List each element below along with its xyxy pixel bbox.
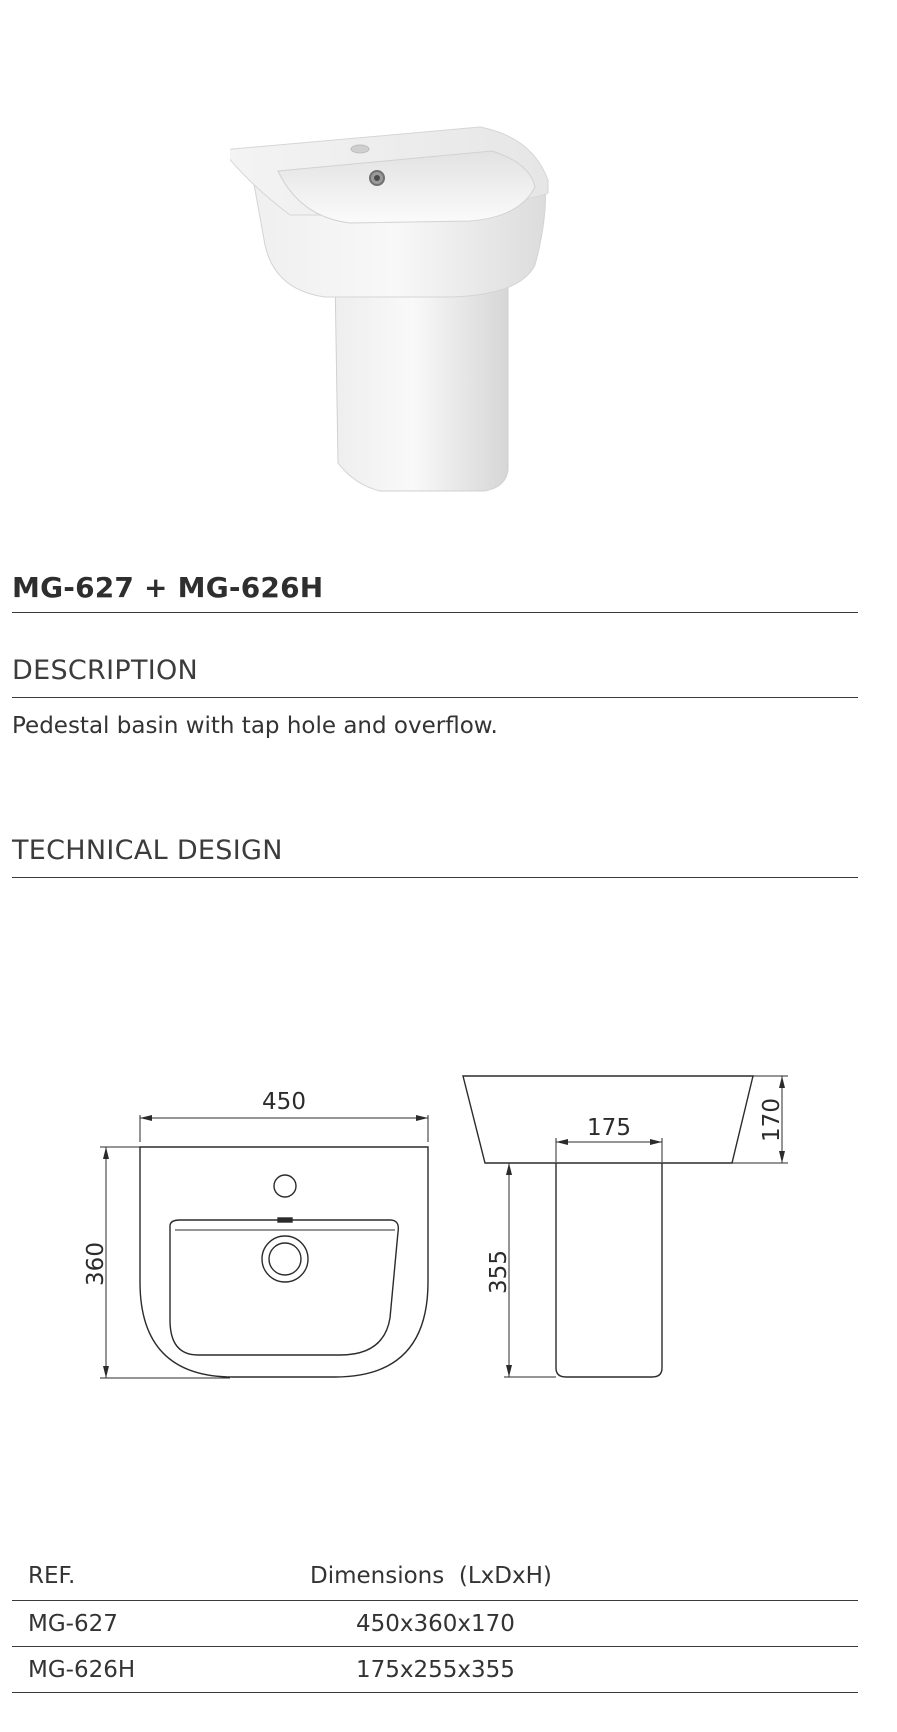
arrow [556, 1139, 568, 1145]
divider [12, 697, 858, 698]
arrow [779, 1151, 785, 1163]
divider [12, 612, 858, 613]
dim-width-label: 450 [262, 1089, 306, 1115]
plan-tap-hole [274, 1175, 296, 1197]
product-photo [230, 125, 620, 500]
table-cell-dims: 450x360x170 [356, 1611, 515, 1637]
table-divider [12, 1692, 858, 1693]
product-title: MG-627 + MG-626H [12, 571, 324, 604]
table-cell-dims: 175x255x355 [356, 1657, 515, 1683]
plan-bowl [170, 1220, 398, 1355]
plan-outline [140, 1147, 428, 1377]
elevation-pedestal [556, 1163, 662, 1377]
dim-pedestal-width-label: 175 [587, 1115, 631, 1141]
table-cell-ref: MG-626H [28, 1657, 136, 1683]
table-divider [12, 1646, 858, 1647]
tap-hole [351, 145, 369, 153]
technical-design-heading: TECHNICAL DESIGN [12, 835, 283, 866]
pedestal-shape [335, 275, 508, 491]
table-header-ref: REF. [28, 1563, 76, 1589]
technical-drawing [0, 1050, 897, 1390]
arrow [779, 1076, 785, 1088]
dim-depth-label: 360 [83, 1242, 109, 1286]
arrow [103, 1366, 109, 1378]
description-text: Pedestal basin with tap hole and overflow. [12, 713, 498, 739]
dim-pedestal-height-label: 355 [486, 1250, 512, 1294]
arrow [103, 1147, 109, 1159]
arrow [650, 1139, 662, 1145]
divider [12, 877, 858, 878]
table-divider [12, 1600, 858, 1601]
plan-drain-inner [269, 1243, 301, 1275]
table-header-dimensions: Dimensions (LxDxH) [310, 1563, 552, 1589]
arrow [506, 1163, 512, 1175]
description-heading: DESCRIPTION [12, 655, 199, 686]
dim-basin-height-label: 170 [759, 1098, 785, 1142]
arrow [506, 1365, 512, 1377]
table-cell-ref: MG-627 [28, 1611, 118, 1637]
arrow [140, 1115, 152, 1121]
arrow [416, 1115, 428, 1121]
